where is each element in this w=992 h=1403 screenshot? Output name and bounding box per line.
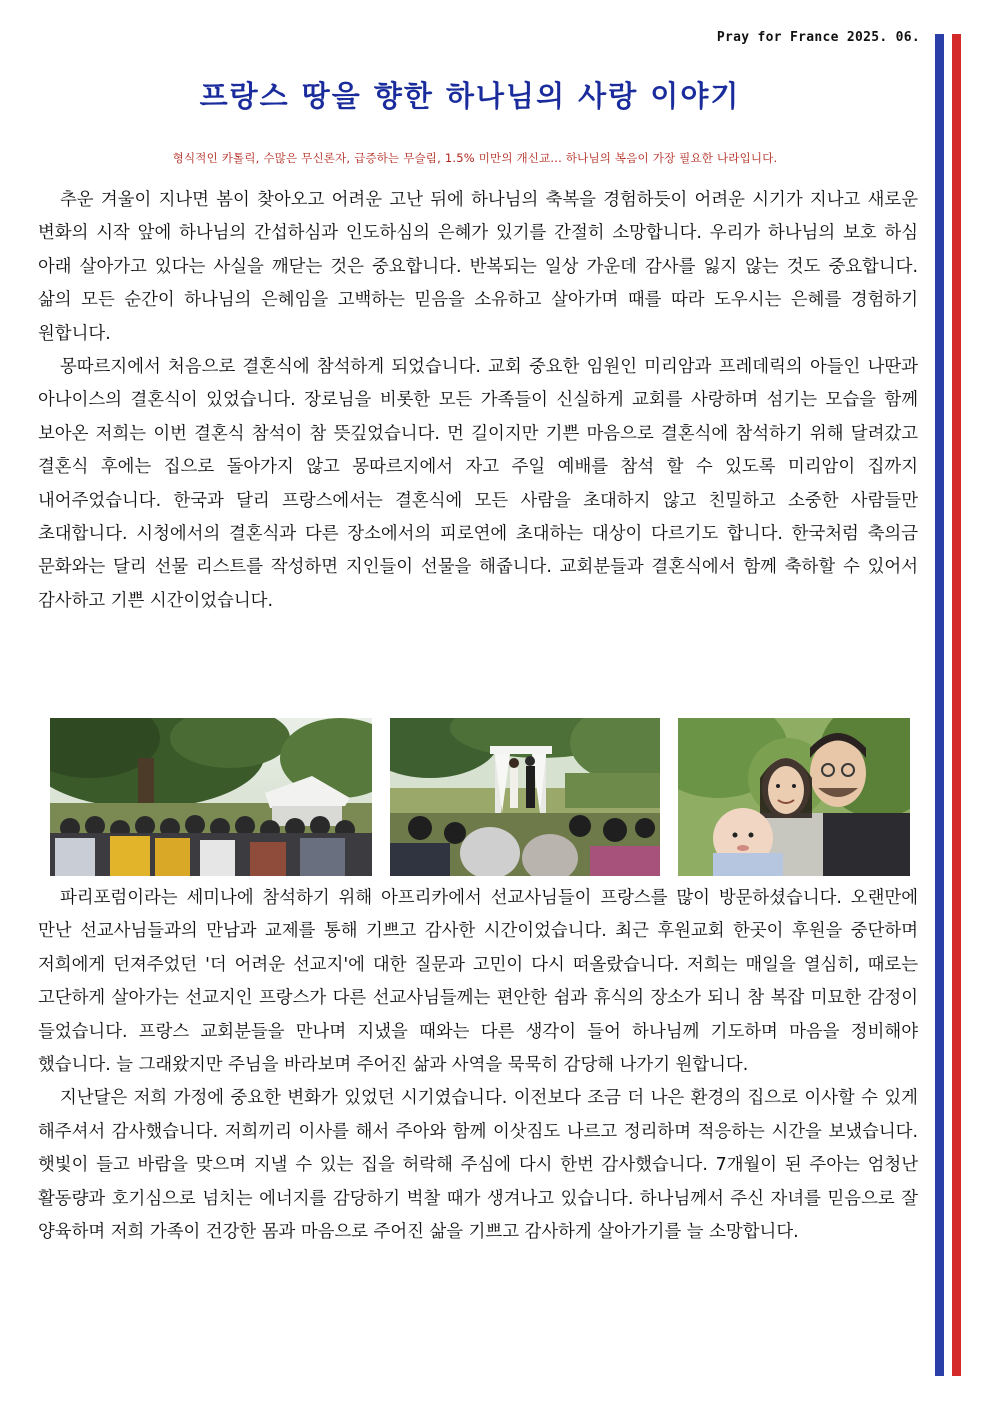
flag-stripe-blue [935, 34, 944, 1376]
body-paragraph: 지난달은 저희 가정에 중요한 변화가 있었던 시기였습니다. 이전보다 조금 더 나은 환경의 집으로 이사할 수 있게 해주셔서 감사했습니다. 저희끼리 이사를 해서 주아와 함께 이삿짐도 나르고 정리하며 적응하는 시간을 보냈습니다. 햇빛이 들고 바람을 맞으며 지낼 수 있는 집을 허락해 주심에 다시 한번 감사했습니다. 7개월이 된 주아는 엄청난 활동량과 호기심으로 넘치는 에너지를 감당하기 벅찰 때가 생겨나고 있습니다. 하나님께서 주신 자녀를 믿음으로 잘 양육하며 저희 가족이 건강한 몸과 마음으로 주어진 삶을 기쁘고 감사하게 살아가기를 늘 소망합니다. [38, 1088, 918, 1243]
flag-stripe-red [952, 34, 961, 1376]
newsletter-date: Pray for France 2025. 06. [716, 30, 920, 45]
flag-stripe-white [944, 34, 953, 1376]
body-section-top [38, 184, 918, 618]
family-portrait-photo [678, 718, 910, 876]
body-paragraph: 파리포럼이라는 세미나에 참석하기 위해 아프리카에서 선교사님들이 프랑스를 많이 방문하셨습니다. 오랜만에 만난 선교사님들과의 만남과 교제를 통해 기쁘고 감사한 시간이었습니다. 최근 후원교회 한곳이 후원을 중단하며 저희에게 던져주었던 '더 어려운 선교지'에 대한 질문과 고민이 다시 떠올랐습니다. 저희는 매일을 열심히, 때로는 고단하게 살아가는 선교지인 프랑스가 다른 선교사님들께는 편안한 쉼과 휴식의 장소가 되니 참 복잡 미묘한 감정이 들었습니다. 프랑스 교회분들을 만나며 지냈을 때와는 다른 생각이 들어 하나님께 기도하며 마음을 정비해야 했습니다. 늘 그래왔지만 주님을 바라보며 주어진 삶과 사역을 묵묵히 감당해 나가기 원합니다. [38, 888, 918, 1076]
photo-row [50, 718, 910, 876]
body-section-bottom [38, 882, 918, 1249]
page-title: 프랑스 땅을 향한 하나님의 사랑 이야기 [199, 79, 741, 113]
body-paragraph: 추운 겨울이 지나면 봄이 찾아오고 어려운 고난 뒤에 하나님의 축복을 경험하듯이 어려운 시기가 지나고 새로운 변화의 시작 앞에 하나님의 간섭하심과 인도하심의 은혜가 있기를 간절히 소망합니다. 우리가 하나님의 보호 하심 아래 살아가고 있다는 사실을 깨닫는 것은 중요합니다. 반복되는 일상 가운데 감사를 잃지 않는 것도 중요합니다. 삶의 모든 순간이 하나님의 은혜임을 고백하는 믿음을 소유하고 살아가며 때를 따라 도우시는 은혜를 경험하기 원합니다. [38, 190, 918, 344]
wedding-crowd-photo [50, 718, 372, 876]
flag-stripes [935, 34, 961, 1376]
page-subtitle: 형식적인 카톨릭, 수많은 무신론자, 급증하는 무슬림, 1.5% 미만의 개신교... 하나님의 복음이 가장 필요한 나라입니다. [172, 151, 778, 165]
body-paragraph: 몽따르지에서 처음으로 결혼식에 참석하게 되었습니다. 교회 중요한 임원인 미리암과 프레데릭의 아들인 나딴과 아나이스의 결혼식이 있었습니다. 장로님을 비롯한 모든 가족들이 신실하게 교회를 사랑하며 섬기는 모습을 함께 보아온 저희는 이번 결혼식 참석이 참 뜻깊었습니다. 먼 길이지만 기쁜 마음으로 결혼식에 참석하기 위해 달려갔고 결혼식 후에는 집으로 돌아가지 않고 몽따르지에서 자고 주일 예배를 참석 할 수 있도록 미리암이 집까지 내어주었습니다. 한국과 달리 프랑스에서는 결혼식에 모든 사람을 초대하지 않고 친밀하고 소중한 사람들만 초대합니다. 시청에서의 결혼식과 다른 장소에서의 피로연에 초대하는 대상이 다르기도 합니다. 한국처럼 축의금 문화와는 달리 선물 리스트를 작성하면 지인들이 선물을 해줍니다. 교회분들과 결혼식에서 함께 축하할 수 있어서 감사하고 기쁜 시간이었습니다. [38, 357, 918, 611]
wedding-ceremony-photo [390, 718, 660, 876]
